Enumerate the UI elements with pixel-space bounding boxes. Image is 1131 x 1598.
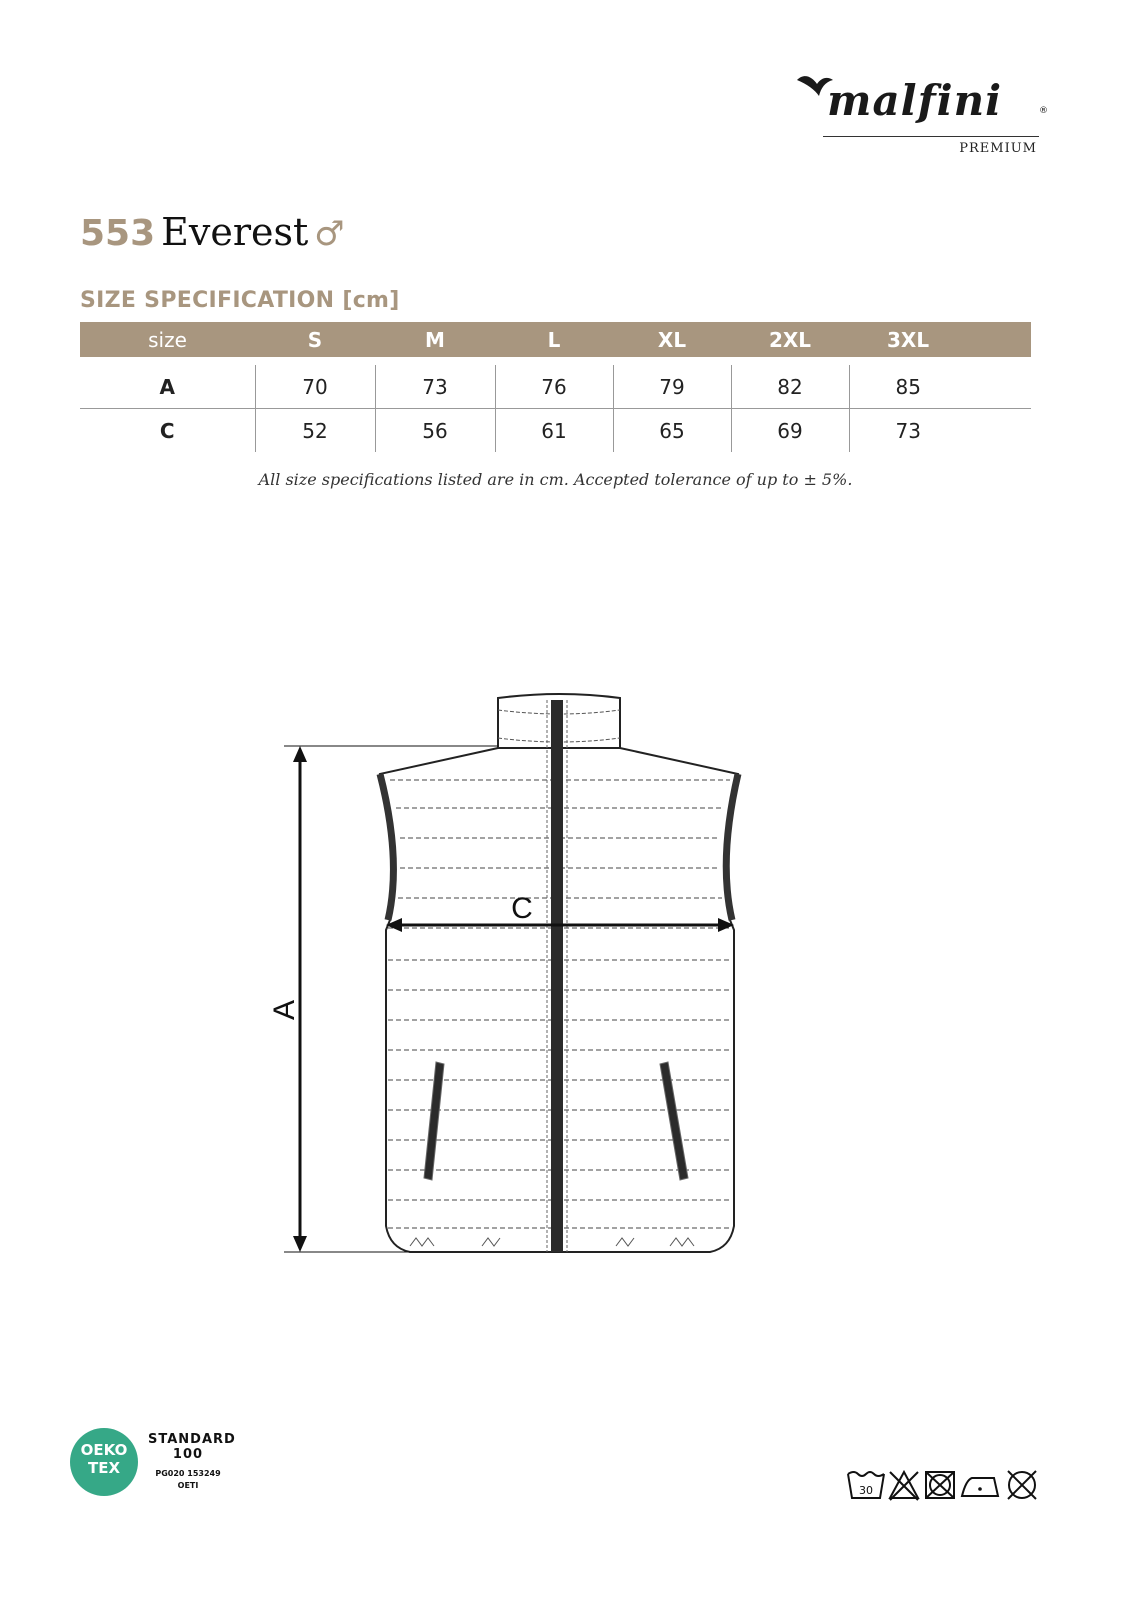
col-header: L (495, 322, 613, 357)
product-code: 553 (80, 213, 156, 254)
col-header: XL (613, 322, 731, 357)
table-cell: 76 (495, 365, 613, 409)
table-cell: 85 (849, 365, 1031, 409)
table-row (80, 409, 1031, 453)
table-cell: 73 (375, 365, 495, 409)
male-icon: ♂ (314, 214, 345, 254)
table-cell: 52 (255, 409, 375, 453)
tolerance-note: All size specifications listed are in cm. Accepted tolerance of up to ± 5%. (258, 470, 853, 489)
col-header: M (375, 322, 495, 357)
brand-registered: ® (1039, 106, 1048, 116)
table-cell: 69 (731, 409, 849, 453)
oeko-line2: TEX (87, 1459, 121, 1477)
table-cell: 79 (613, 365, 731, 409)
oeko-number: 100 (172, 1447, 204, 1462)
no-dry-clean-icon (1008, 1471, 1036, 1499)
product-title (80, 210, 345, 254)
no-bleach-icon (890, 1472, 918, 1500)
table-cell: 73 (849, 409, 1031, 453)
col-header: S (255, 322, 375, 357)
oeko-code: PG020 153249 (155, 1469, 221, 1478)
table-header-row (80, 322, 1031, 357)
table-cell: 61 (495, 409, 613, 453)
wash-30-icon (848, 1472, 884, 1498)
no-tumble-dry-icon (926, 1472, 954, 1498)
oeko-standard: STANDARD (148, 1432, 236, 1447)
col-header: 3XL (849, 322, 1031, 357)
brand-wordmark: malfini (827, 76, 1003, 125)
size-table (80, 322, 1031, 452)
table-cell: 65 (613, 409, 731, 453)
table-cell: 56 (375, 409, 495, 453)
care-symbols (846, 1466, 1046, 1506)
oeko-tex-logo (70, 1428, 138, 1496)
label-c: C (511, 892, 533, 925)
oeko-line1: OEKO (80, 1441, 128, 1459)
col-header: size (80, 322, 255, 357)
oeko-institute: OETI (177, 1481, 199, 1490)
table-row (80, 365, 1031, 409)
table-cell: 70 (255, 365, 375, 409)
brand-logo (795, 70, 1055, 160)
iron-low-icon (962, 1478, 998, 1496)
oeko-tex-text (148, 1432, 236, 1492)
vest-zipper (551, 700, 563, 1252)
col-header: 2XL (731, 322, 849, 357)
wash-temp: 30 (859, 1484, 873, 1497)
vest-diagram (260, 680, 780, 1280)
label-a: A (268, 999, 301, 1021)
product-name: Everest (161, 210, 309, 254)
row-label: C (159, 418, 175, 443)
oeko-tex-badge (70, 1428, 270, 1508)
brand-rule (823, 136, 1039, 137)
table-cell: 82 (731, 365, 849, 409)
spec-heading: SIZE SPECIFICATION [cm] (80, 288, 400, 313)
brand-subtitle: PREMIUM (959, 141, 1037, 156)
row-label: A (80, 365, 255, 409)
